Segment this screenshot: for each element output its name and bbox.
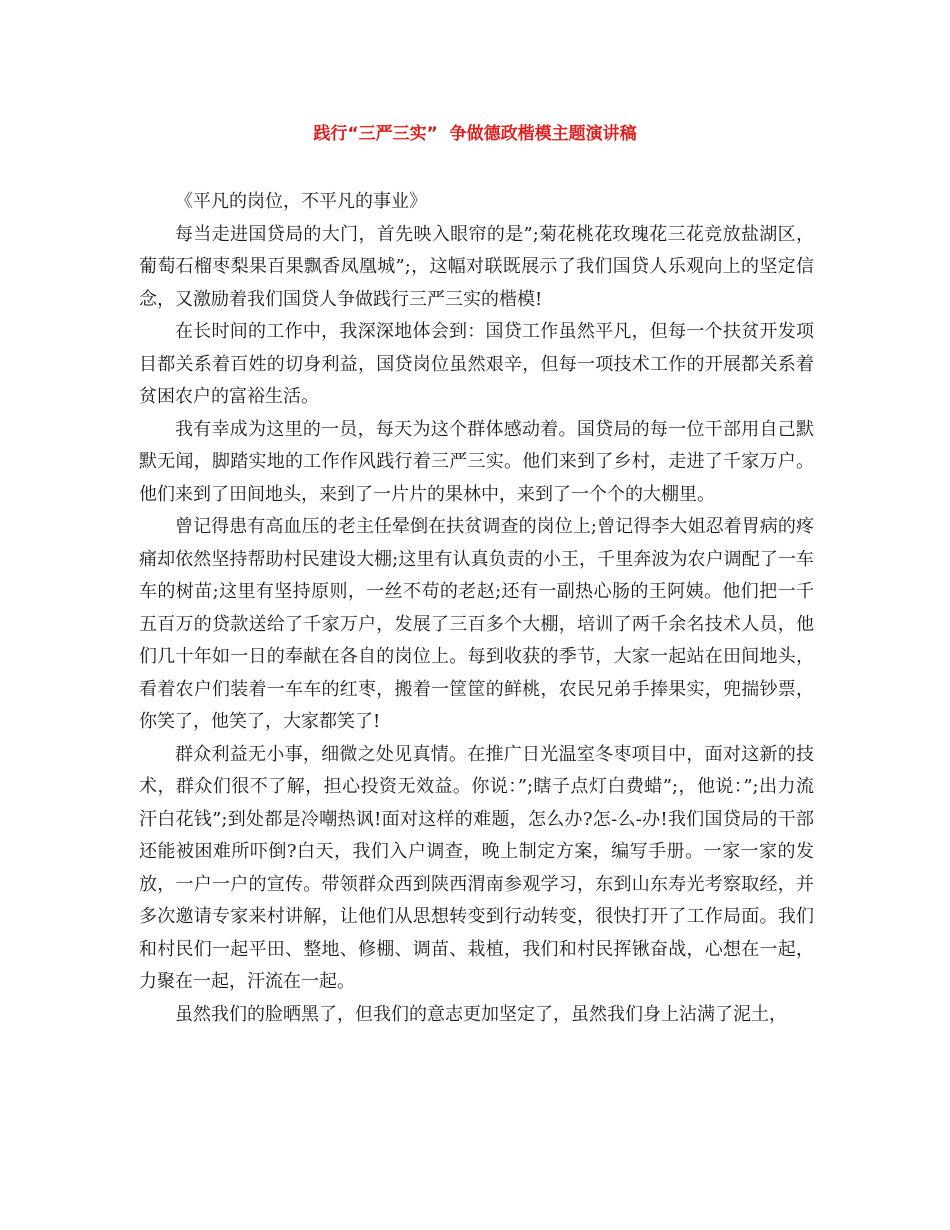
paragraph-6: 虽然我们的脸晒黑了，但我们的意志更加坚定了，虽然我们身上沾满了泥土， — [175, 1003, 787, 1025]
paragraph-3: 我有幸成为这里的一员，每天为这个群体感动着。国贷局的每一位干部用自己默默无闻，脚踏实地的工作作风践行着三严三实。他们来到了乡村，走进了千家万户。他们来到了田间地头，来到了一片片的果林中，来到了一个个的大棚里。 — [139, 418, 814, 505]
document-title: 践行“三严三实” 争做德政楷模主题演讲稿 — [313, 124, 637, 144]
speech-subtitle: 《平凡的岗位，不平凡的事业》 — [175, 191, 427, 212]
paragraph-4: 曾记得患有高血压的老主任晕倒在扶贫调查的岗位上;曾记得李大姐忍着胃病的疼痛却依然坚持帮助村民建设大棚;这里有认真负责的小王，千里奔波为农户调配了一车车的树苗;这里有坚持原则，一丝不苟的老赵;还有一副热心肠的王阿姨。他们把一千五百万的贷款送给了千家万户，发展了三百多个大棚，培训了两千余名技术人员，他们几十年如一日的奉献在各自的岗位上。每到收获的季节，大家一起站在田间地头，看着农户们装着一车车的红枣，搬着一筐筐的鲜桃，农民兄弟手捧果实，兜揣钞票，你笑了，他笑了，大家都笑了! — [139, 516, 814, 732]
paragraph-2: 在长时间的工作中，我深深地体会到：国贷工作虽然平凡，但每一个扶贫开发项目都关系着百姓的切身利益，国贷岗位虽然艰辛，但每一项技术工作的开展都关系着贫困农户的富裕生活。 — [139, 321, 814, 407]
paragraph-1: 每当走进国贷局的大门，首先映入眼帘的是”;菊花桃花玫瑰花三花竞放盐湖区，葡萄石榴枣梨果百果飘香凤凰城”;，这幅对联既展示了我们国贷人乐观向上的坚定信念，又激励着我们国贷人争做践行三严三实的楷模! — [139, 223, 814, 310]
document-body — [139, 186, 814, 1031]
paragraph-5: 群众利益无小事，细微之处见真情。在推广日光温室冬枣项目中，面对这新的技术，群众们很不了解，担心投资无效益。你说：”;瞎子点灯白费蜡”;，他说：”;出力流汗白花钱”;到处都是冷嘲热讽!面对这样的难题，怎么办?怎-么-办!我们国贷局的干部还能被困难所吓倒?白天，我们入户调查，晚上制定方案，编写手册。一家一家的发放，一户一户的宣传。带领群众西到陕西渭南参观学习，东到山东寿光考察取经，并多次邀请专家来村讲解，让他们从思想转变到行动转变，很快打开了工作局面。我们和村民们一起平田、整地、修棚、调苗、栽植，我们和村民挥锹奋战，心想在一起，力聚在一起，汗流在一起。 — [139, 743, 814, 992]
